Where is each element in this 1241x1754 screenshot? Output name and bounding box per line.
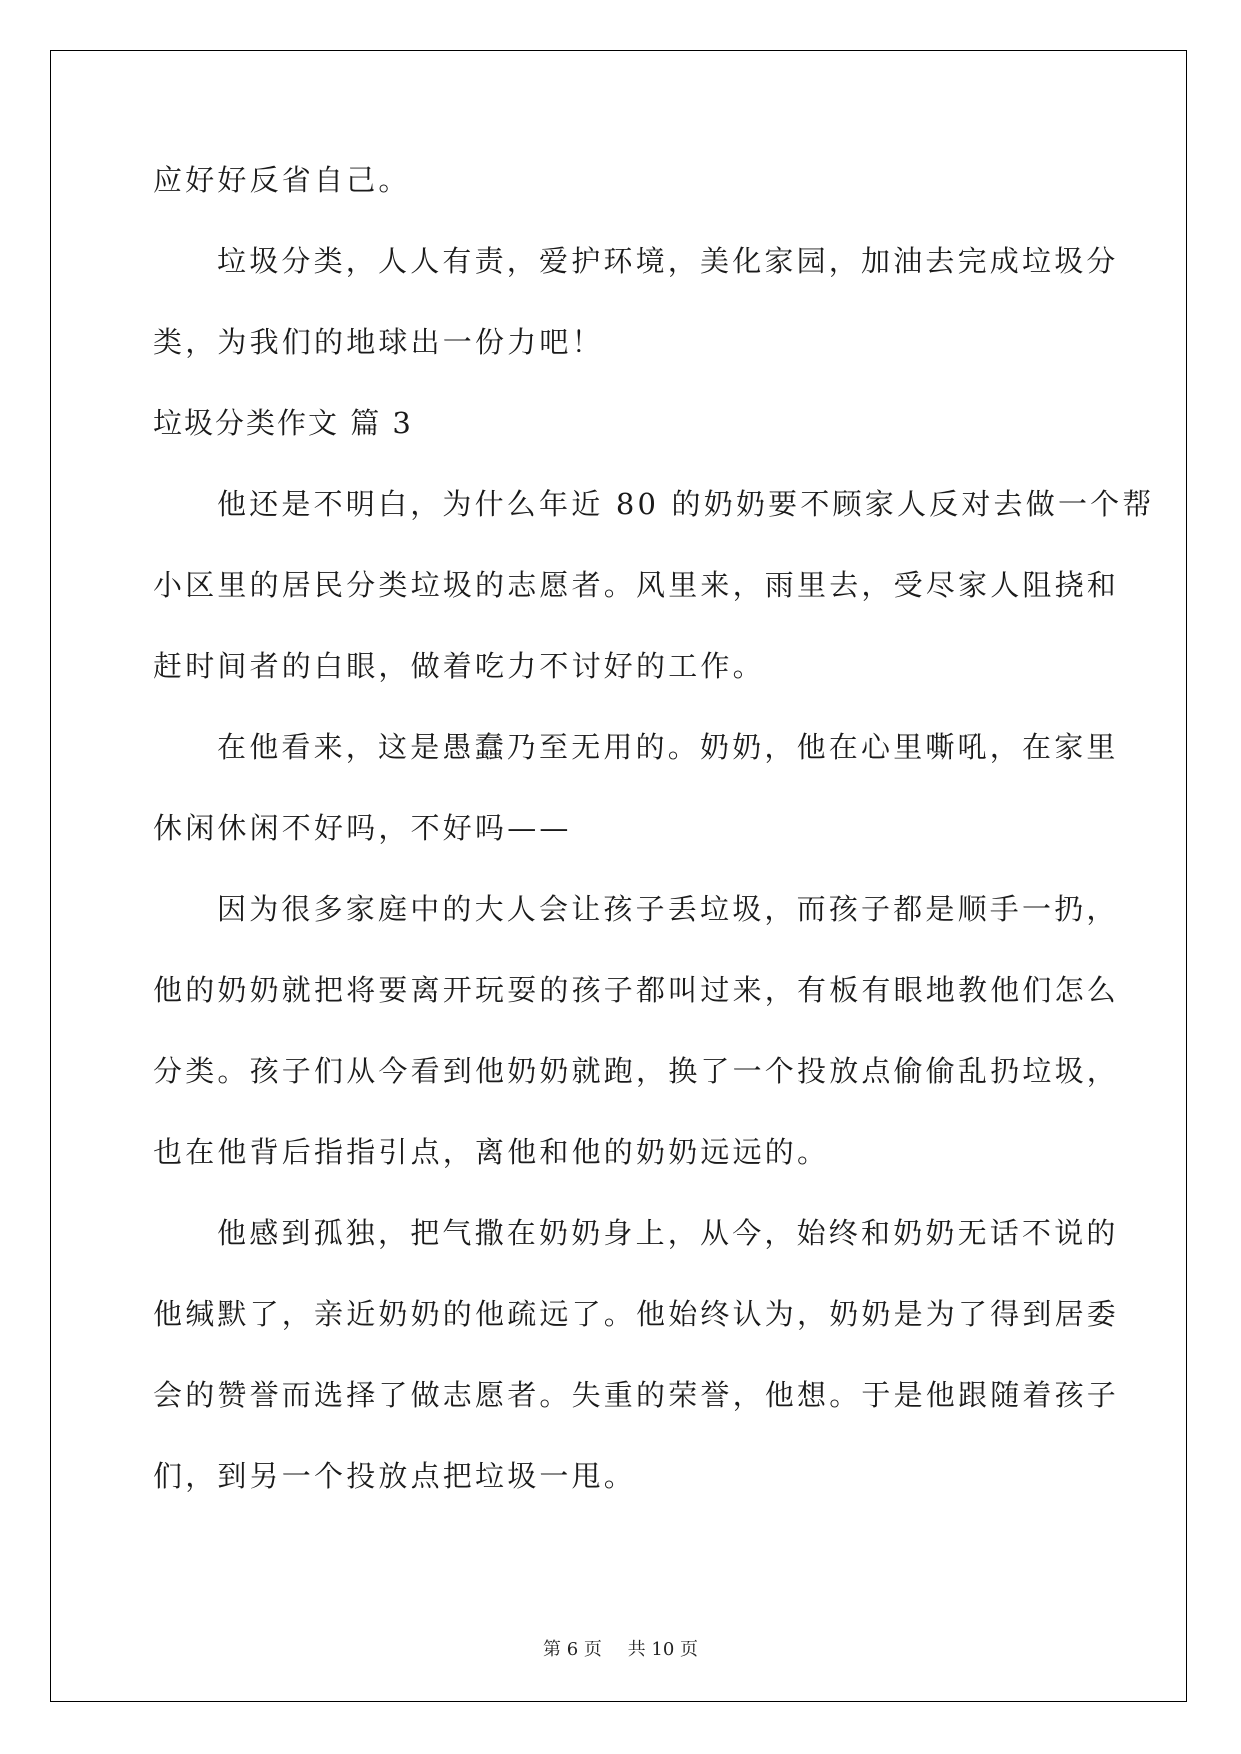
page-number-current: 第 6 页 bbox=[543, 1639, 602, 1660]
paragraph-line: 分类。孩子们从今看到他奶奶就跑，换了一个投放点偷偷乱扔垃圾， bbox=[153, 1054, 1120, 1088]
paragraph-line: 也在他背后指指引点，离他和他的奶奶远远的。 bbox=[153, 1135, 830, 1169]
paragraph-line: 垃圾分类，人人有责，爱护环境，美化家园，加油去完成垃圾分 bbox=[217, 244, 1119, 278]
paragraph-line: 他的奶奶就把将要离开玩耍的孩子都叫过来，有板有眼地教他们怎么 bbox=[153, 973, 1120, 1007]
document-body bbox=[153, 160, 1155, 1537]
paragraph-line: 他感到孤独，把气撒在奶奶身上，从今，始终和奶奶无话不说的 bbox=[217, 1216, 1119, 1250]
paragraph-line: 们，到另一个投放点把垃圾一甩。 bbox=[153, 1459, 637, 1493]
paragraph-line: 在他看来，这是愚蠢乃至无用的。奶奶，他在心里嘶吼，在家里 bbox=[217, 730, 1119, 764]
page-footer bbox=[0, 1635, 1241, 1661]
paragraph-line: 类，为我们的地球出一份力吧！ bbox=[153, 325, 604, 359]
paragraph-line: 小区里的居民分类垃圾的志愿者。风里来，雨里去，受尽家人阻挠和 bbox=[153, 568, 1120, 602]
paragraph-line: 他还是不明白，为什么年近 80 的奶奶要不顾家人反对去做一个帮 bbox=[217, 487, 1155, 521]
paragraph-line: 应好好反省自己。 bbox=[153, 163, 411, 197]
paragraph-line: 会的赞誉而选择了做志愿者。失重的荣誉，他想。于是他跟随着孩子 bbox=[153, 1378, 1120, 1412]
paragraph-line: 休闲休闲不好吗，不好吗—— bbox=[153, 811, 572, 845]
page-number-total: 共 10 页 bbox=[627, 1639, 698, 1660]
paragraph-line: 赶时间者的白眼，做着吃力不讨好的工作。 bbox=[153, 649, 765, 683]
paragraph-line: 因为很多家庭中的大人会让孩子丢垃圾，而孩子都是顺手一扔， bbox=[217, 892, 1119, 926]
section-heading: 垃圾分类作文 篇 3 bbox=[153, 406, 413, 440]
paragraph-line: 他缄默了，亲近奶奶的他疏远了。他始终认为，奶奶是为了得到居委 bbox=[153, 1297, 1120, 1331]
